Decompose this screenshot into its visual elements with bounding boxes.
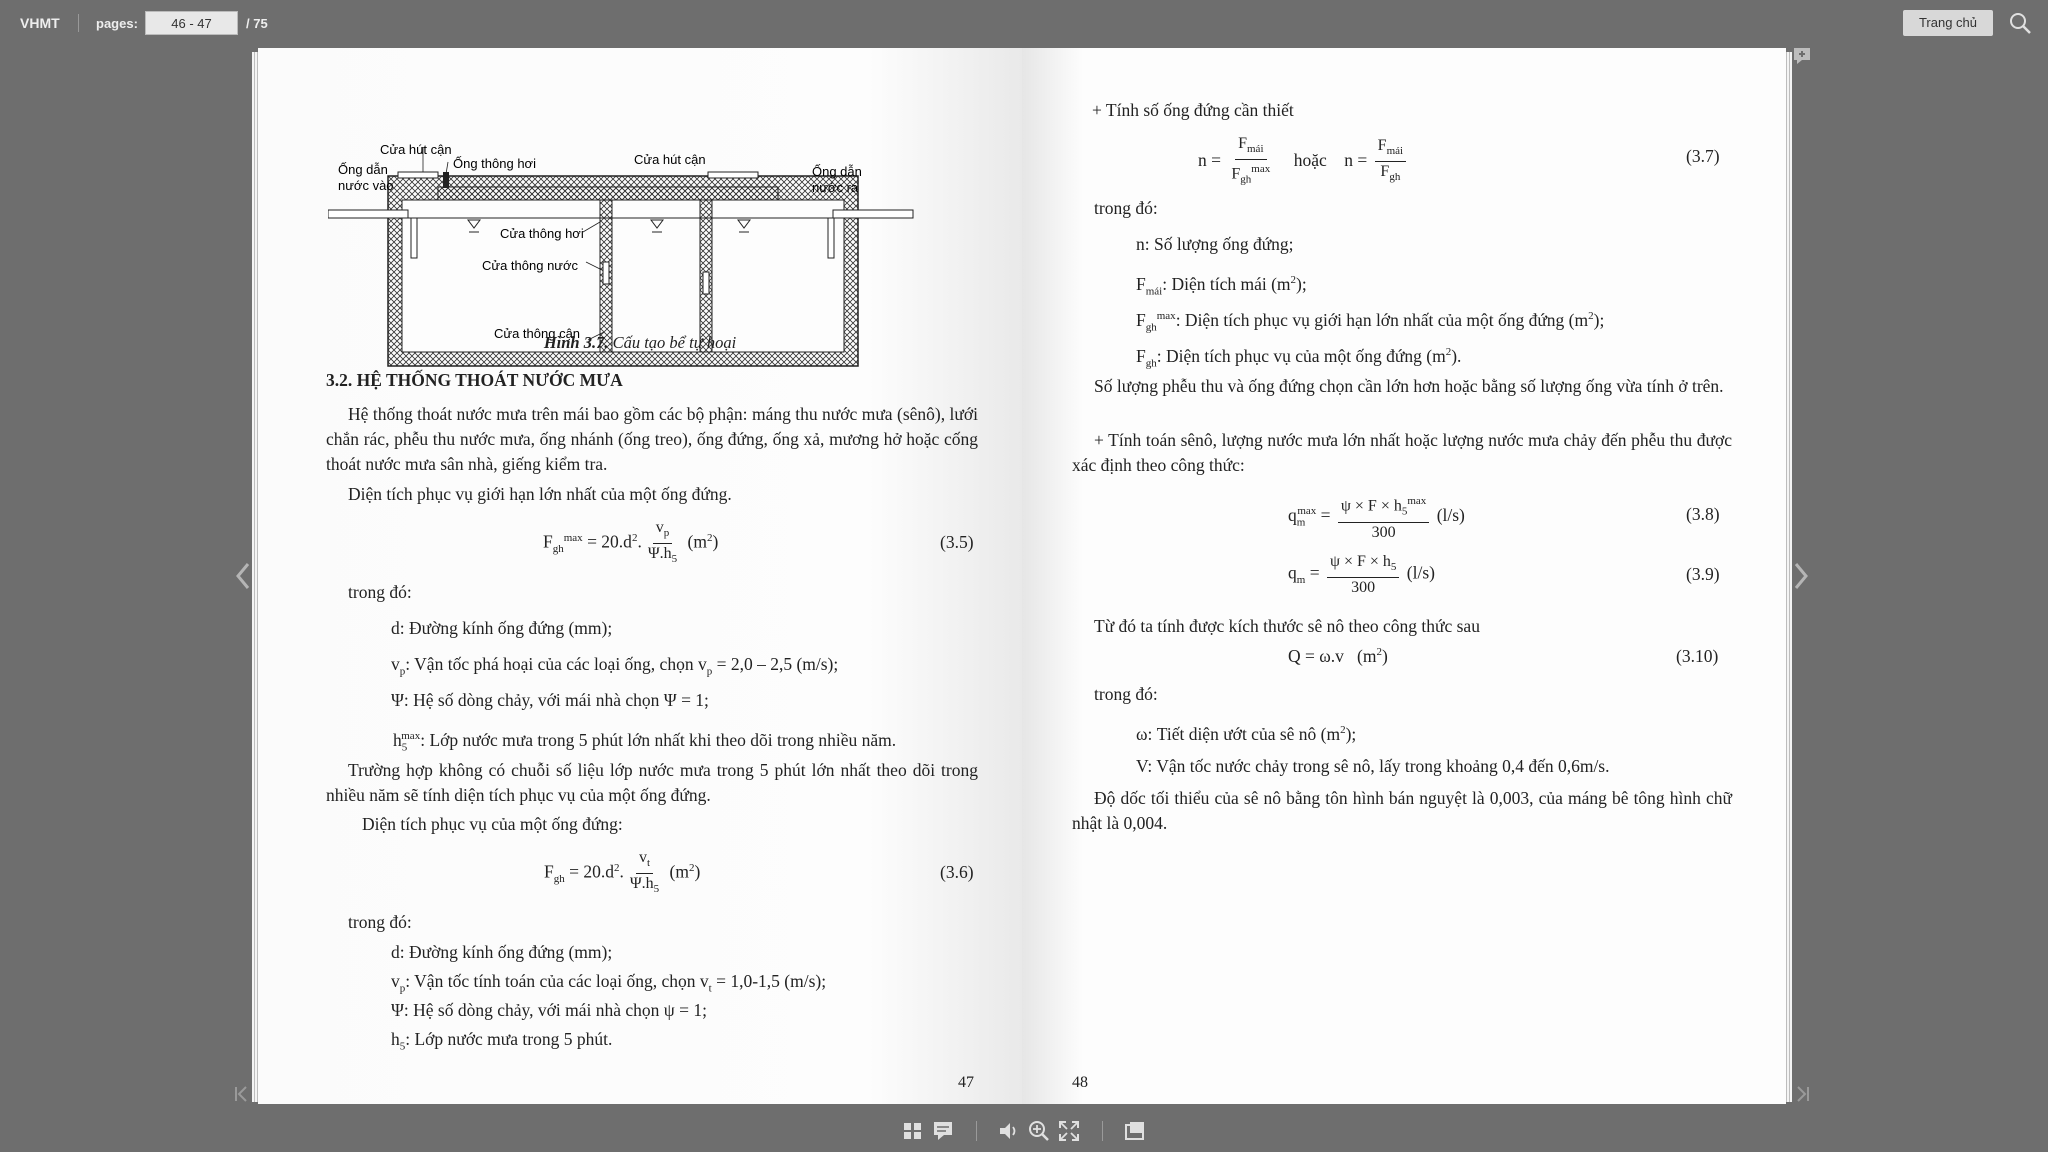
paragraph: Diện tích phục vụ giới hạn lớn nhất của một ống đứng. [348, 484, 732, 504]
paragraph: Diện tích phục vụ của một ống đứng: [362, 814, 623, 834]
definition-item: Ψ: Hệ số dòng chảy, với mái nhà chọn Ψ = 1; [391, 690, 709, 710]
toolbar-divider [78, 14, 79, 32]
definition-item: ω: Tiết diện ướt của sê nô $(m^2)$; [1136, 723, 1357, 744]
paragraph: Trường hợp không có chuỗi số liệu lớp nước mưa trong 5 phút lớn nhất theo dõi trong nhiều năm sẽ tính diện tích phục vụ của một ống đứng. [326, 760, 978, 805]
equation-number: (3.5) [940, 532, 974, 552]
section-heading: 3.2. HỆ THỐNG THOÁT NƯỚC MƯA [326, 370, 623, 390]
brand-logo[interactable]: VHMT [20, 15, 60, 31]
label-ong-dan-ra-2: nước ra [812, 180, 859, 195]
trong-do-label: trong đó: [1094, 684, 1158, 704]
bookmark-plus-icon[interactable] [1793, 47, 1811, 65]
search-icon[interactable] [2008, 11, 2032, 35]
fullscreen-icon[interactable] [1056, 1118, 1082, 1144]
toolbar-divider [976, 1121, 977, 1141]
equation-number: (3.7) [1686, 146, 1720, 166]
definition-item: $h_5$: Lớp nước mưa trong 5 phút. [391, 1029, 613, 1053]
equation-3-9: $q_m$ = $\frac{\psi \times F \times h_5}{300}$ (l/s) [1288, 553, 1435, 597]
paragraph: Hệ thống thoát nước mưa trên mái bao gồm các bộ phận: máng thu nước mưa (sênô), lưới chắn rác, phễu thu nước mưa, ống nhánh (ống treo), ống đứng, ống xả, mương hở hoặc cống thoát nước mưa sân nhà, giếng kiểm tra. [326, 404, 978, 474]
label-cua-thong-nuoc: Cửa thông nước [482, 258, 579, 273]
definition-item: d: Đường kính ống đứng (mm); [391, 618, 613, 638]
definition-item: d: Đường kính ống đứng (mm); [391, 942, 613, 962]
definition-item: $F_{gh}^{max}$: Diện tích phục vụ giới hạn lớn nhất của một ống đứng $(m^2)$; [1136, 309, 1605, 334]
page-number: 47 [958, 1074, 974, 1091]
zoom-in-icon[interactable] [1026, 1118, 1052, 1144]
definition-item: $F_{mái}$: Diện tích mái $(m^2)$; [1136, 273, 1307, 298]
top-toolbar [0, 0, 2048, 46]
share-icon[interactable] [1122, 1118, 1148, 1144]
equation-3-6: $F_{gh} = 20.d^2$. $\frac{v_t}{\Psi.h_5}$ $(m^2)$ [544, 849, 701, 896]
definition-item: Ψ: Hệ số dòng chảy, với mái nhà chọn ψ = 1; [391, 1000, 707, 1020]
label-ong-dan-vao-2: nước vào [338, 178, 394, 193]
home-button[interactable]: Trang chủ [1903, 10, 1993, 36]
definition-item: $F_{gh}$: Diện tích phục vụ của một ống đứng $(m^2)$. [1136, 345, 1462, 370]
equation-number: (3.6) [940, 862, 974, 882]
hoac-text: hoặc [1293, 149, 1327, 170]
flipbook [258, 48, 1786, 1104]
label-cua-thong-hoi: Cửa thông hơi [500, 226, 584, 241]
label-cua-hut-can-2: Cửa hút cận [634, 152, 706, 167]
last-page-icon[interactable] [1790, 1082, 1814, 1106]
equation-number: (3.8) [1686, 504, 1720, 524]
label-ong-thong-hoi: Ống thông hơi [453, 156, 536, 171]
definition-item: $v_p$: Vận tốc tính toán của các loại ống, chọn $v_t = 1,0-1,5$ (m/s); [391, 971, 827, 995]
bottom-toolbar [0, 1112, 2048, 1152]
paragraph: Số lượng phễu thu và ống đứng chọn cần lớn hơn hoặc bằng số lượng ống vừa tính ở trên. [1094, 376, 1724, 396]
sound-icon[interactable] [996, 1118, 1022, 1144]
label-ong-dan-ra-1: Ống dẫn [812, 164, 862, 179]
label-ong-dan-vao-1: Ống dẫn [338, 162, 388, 177]
paragraph: + Tính toán sênô, lượng nước mưa lớn nhất hoặc lượng nước mưa chảy đến phễu thu được xác định theo công thức: [1072, 430, 1732, 475]
equation-number: (3.9) [1686, 564, 1720, 584]
first-page-icon[interactable] [230, 1082, 254, 1106]
trong-do-label: trong đó: [348, 912, 412, 932]
page-number: 48 [1072, 1074, 1088, 1091]
label-cua-thong-can: Cửa thông cận [494, 326, 581, 341]
pages-total: / 75 [246, 16, 268, 31]
page-range-input[interactable] [145, 11, 238, 35]
trong-do-label: trong đó: [1094, 198, 1158, 218]
paragraph: + Tính số ống đứng cần thiết [1092, 100, 1294, 120]
comment-icon[interactable] [930, 1118, 956, 1144]
equation-3-7: n = $\frac{F_{mái}}{F_{gh}^{max}}$ hoặc n = $\frac{F_{mái}}{F_{gh}}$ [1198, 134, 1409, 190]
toolbar-divider [1102, 1121, 1103, 1141]
left-page[interactable] [258, 48, 1022, 1104]
right-page[interactable] [1022, 48, 1786, 1104]
paragraph: Từ đó ta tính được kích thước sê nô theo công thức sau [1094, 616, 1480, 636]
equation-3-5: $F_{gh}^{max} = 20.d^2$. $\frac{v_p}{\Psi.h_5}$ $(m^2)$ [543, 519, 719, 566]
label-cua-hut-can-1: Cửa hút cận [380, 142, 452, 157]
equation-number: (3.10) [1676, 646, 1719, 666]
equation-3-10: Q = ω.v $(m^2)$ [1288, 646, 1388, 666]
definition-item: $h_5^{max}$: Lớp nước mưa trong 5 phút lớn nhất khi theo dõi trong nhiều năm. [393, 729, 897, 754]
definition-item: $v_p$: Vận tốc phá hoại của các loại ống, chọn $v_p = 2,0 - 2,5$ (m/s); [391, 654, 839, 678]
figure-caption: Hình 3.7. Cấu tạo bể tự hoại [543, 333, 737, 352]
equation-3-8: $q_m^{max}$ = $\frac{\psi \times F \times h_5^{max}}{300}$ (l/s) [1288, 492, 1465, 542]
paragraph: Độ dốc tối thiểu của sê nô bằng tôn hình bán nguyệt là 0,003, của máng bê tông hình chữ nhật là 0,004. [1072, 788, 1732, 833]
thumbnails-icon[interactable] [900, 1118, 926, 1144]
definition-item: V: Vận tốc nước chảy trong sê nô, lấy trong khoảng 0,4 đến 0,6m/s. [1136, 756, 1610, 776]
pages-label: pages: [96, 16, 138, 31]
trong-do-label: trong đó: [348, 582, 412, 602]
definition-item: n: Số lượng ống đứng; [1136, 234, 1294, 254]
